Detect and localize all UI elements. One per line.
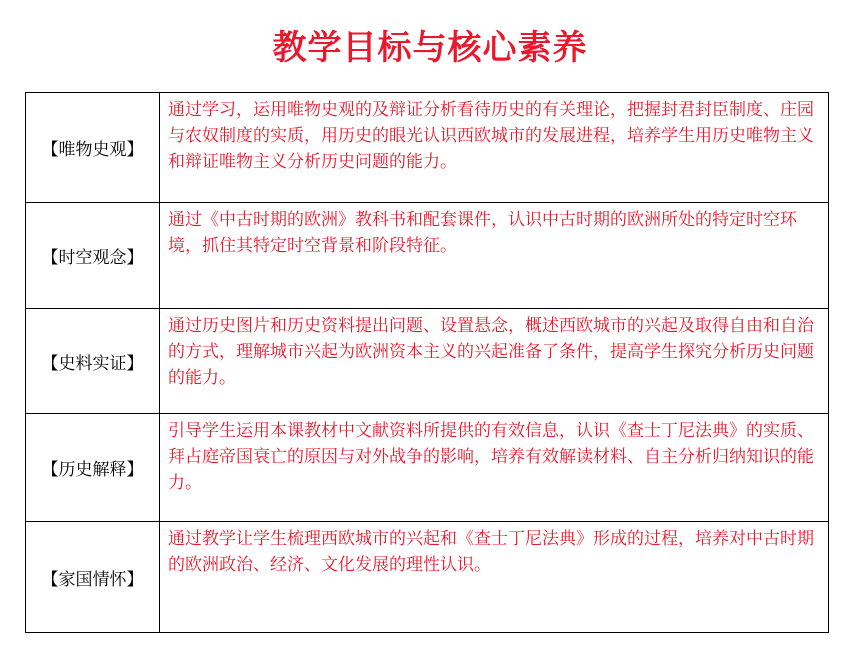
row-text-patriotism: 通过教学让学生梳理西欧城市的兴起和《查士丁尼法典》形成的过程，培养对中古时期的欧洲政治、经济、文化发展的理性认识。 — [160, 522, 829, 633]
row-label-patriotism: 【家国情怀】 — [26, 522, 160, 633]
row-text-interpretation: 引导学生运用本课教材中文献资料所提供的有效信息，认识《查士丁尼法典》的实质、拜占庭帝国衰亡的原因与对外战争的影响，培养有效解读材料、自主分析归纳知识的能力。 — [160, 414, 829, 522]
row-label-interpretation: 【历史解释】 — [26, 414, 160, 522]
table-row — [26, 414, 829, 522]
table-row — [26, 203, 829, 309]
row-text-materialism: 通过学习，运用唯物史观的及辩证分析看待历史的有关理论，把握封君封臣制度、庄园与农奴制度的实质，用历史的眼光认识西欧城市的发展进程，培养学生用历史唯物主义和辩证唯物主义分析历史问题的能力。 — [160, 93, 829, 203]
page-title: 教学目标与核心素养 — [272, 28, 588, 68]
row-label-materialism: 【唯物史观】 — [26, 93, 160, 203]
table-row — [26, 93, 829, 203]
table-row — [26, 309, 829, 414]
row-text-evidence: 通过历史图片和历史资料提出问题、设置悬念，概述西欧城市的兴起及取得自由和自治的方式，理解城市兴起为欧洲资本主义的兴起准备了条件，提高学生探究分析历史问题的能力。 — [160, 309, 829, 414]
objectives-table — [25, 92, 829, 633]
row-text-spacetime: 通过《中古时期的欧洲》教科书和配套课件，认识中古时期的欧洲所处的特定时空环境，抓住其特定时空背景和阶段特征。 — [160, 203, 829, 309]
row-label-spacetime: 【时空观念】 — [26, 203, 160, 309]
table-row — [26, 522, 829, 633]
row-label-evidence: 【史料实证】 — [26, 309, 160, 414]
